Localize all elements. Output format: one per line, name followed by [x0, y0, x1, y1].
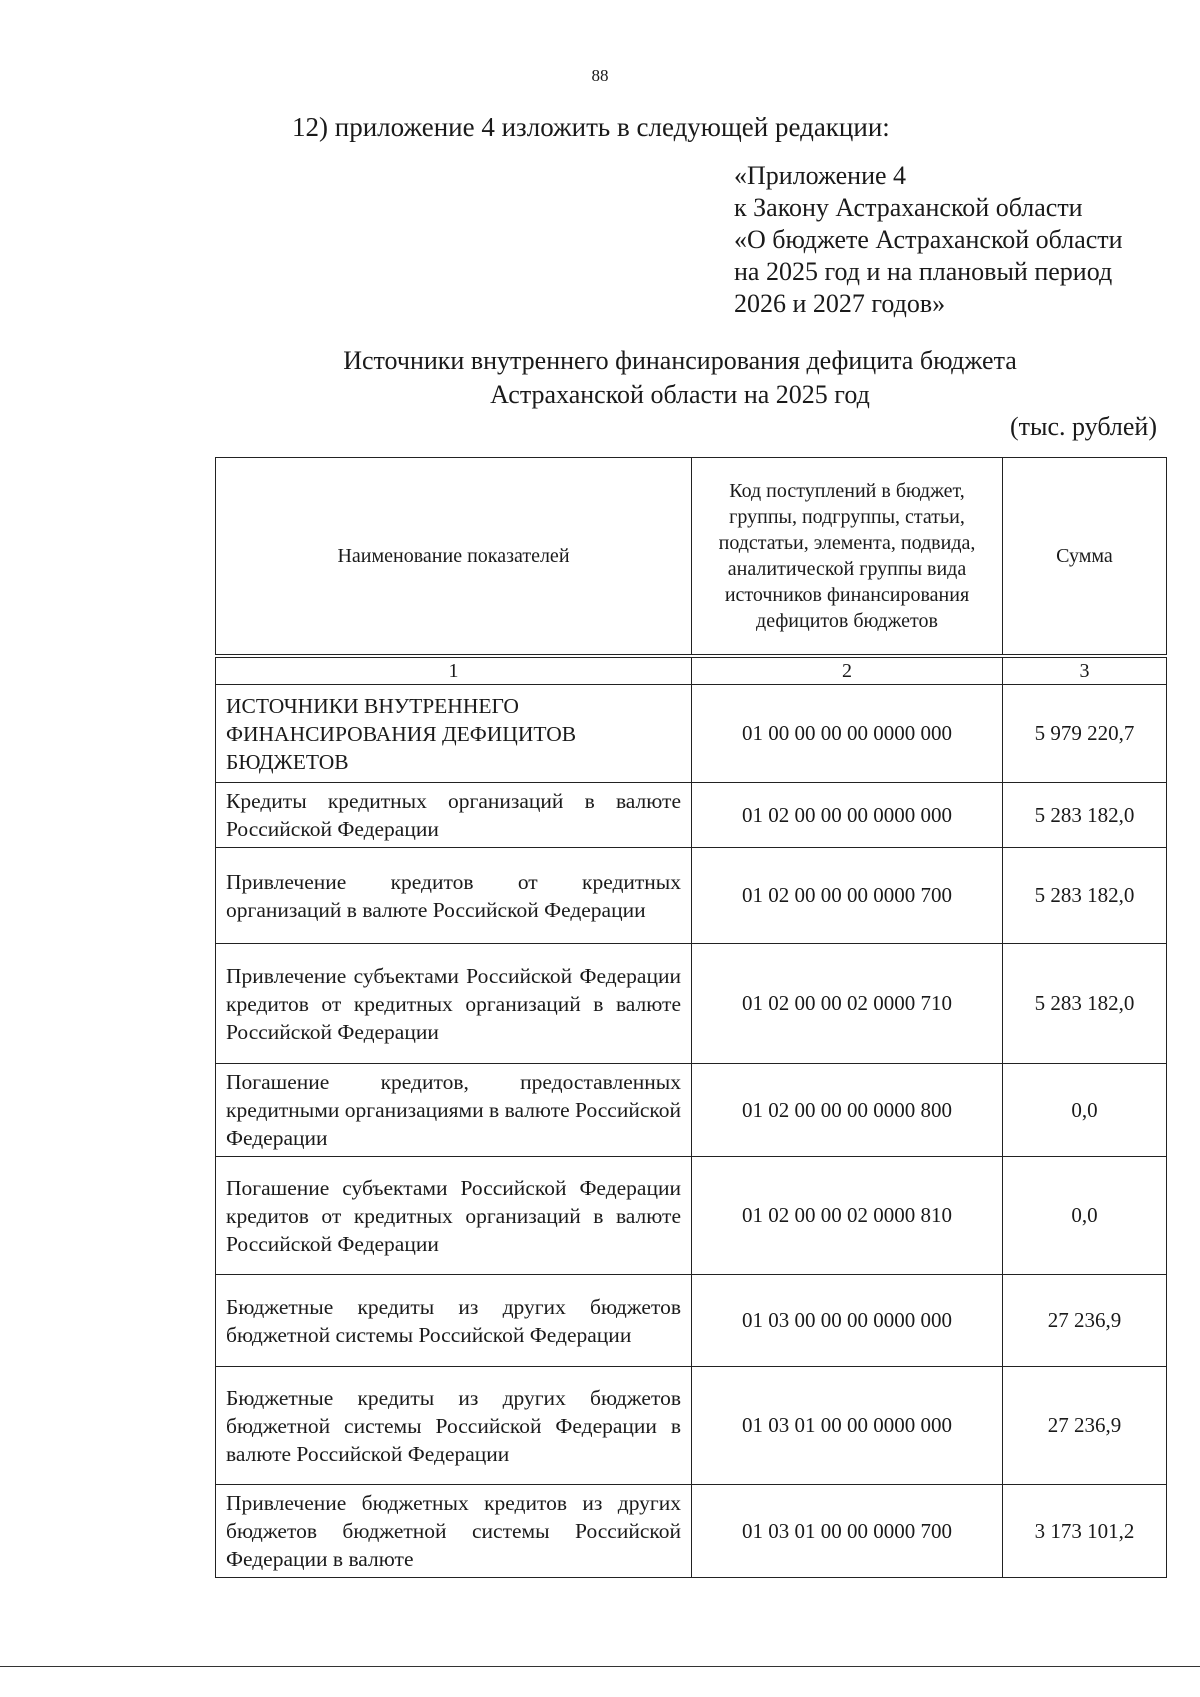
header-name: Наименование показателей: [216, 458, 692, 657]
row-name: Привлечение субъектами Российской Федерации кредитов от кредитных организаций в валюте Российской Федерации: [216, 944, 692, 1064]
document-title: [300, 344, 1060, 412]
page-number: 88: [591, 66, 609, 85]
appendix-line: к Закону Астраханской области: [734, 193, 1083, 222]
row-code: 01 03 01 00 00 0000 000: [692, 1367, 1003, 1485]
column-number: 2: [692, 656, 1003, 685]
row-sum: 0,0: [1003, 1157, 1167, 1275]
amendment-intro: 12) приложение 4 изложить в следующей редакции:: [292, 112, 890, 142]
row-name: Бюджетные кредиты из других бюджетов бюджетной системы Российской Федерации: [216, 1275, 692, 1367]
table-row: [216, 1157, 1167, 1275]
units-label: (тыс. рублей): [1009, 412, 1157, 441]
row-name: Погашение кредитов, предоставленных кредитными организациями в валюте Российской Федерации: [216, 1064, 692, 1157]
appendix-line: «Приложение 4: [734, 161, 907, 190]
table-header-row: [216, 458, 1167, 657]
header-code: Код поступлений в бюджет, группы, подгруппы, статьи, подстатьи, элемента, подвида, аналитической группы вида источников финансирования дефицитов бюджетов: [692, 458, 1003, 657]
column-number: 1: [216, 656, 692, 685]
header-sum: Сумма: [1003, 458, 1167, 657]
row-code: 01 03 00 00 00 0000 000: [692, 1275, 1003, 1367]
appendix-line: на 2025 год и на плановый период: [734, 257, 1113, 286]
row-name: Погашение субъектами Российской Федерации кредитов от кредитных организаций в валюте Российской Федерации: [216, 1157, 692, 1275]
financing-sources-table: [215, 457, 1167, 1578]
row-sum: 5 283 182,0: [1003, 944, 1167, 1064]
row-name: Бюджетные кредиты из других бюджетов бюджетной системы Российской Федерации в валюте Российской Федерации: [216, 1367, 692, 1485]
row-name: Кредиты кредитных организаций в валюте Российской Федерации: [216, 783, 692, 848]
table-row: [216, 783, 1167, 848]
appendix-line: 2026 и 2027 годов»: [734, 289, 946, 318]
row-name: ИСТОЧНИКИ ВНУТРЕННЕГО ФИНАНСИРОВАНИЯ ДЕФИЦИТОВ БЮДЖЕТОВ: [216, 685, 692, 783]
row-sum: 27 236,9: [1003, 1275, 1167, 1367]
table-row: [216, 1275, 1167, 1367]
page-bottom-rule: [0, 1666, 1200, 1667]
table-row: [216, 1485, 1167, 1578]
table-row: [216, 1367, 1167, 1485]
row-sum: 5 283 182,0: [1003, 848, 1167, 944]
title-line: Источники внутреннего финансирования дефицита бюджета: [343, 346, 1017, 375]
row-sum: 27 236,9: [1003, 1367, 1167, 1485]
table-row: [216, 944, 1167, 1064]
row-code: 01 03 01 00 00 0000 700: [692, 1485, 1003, 1578]
row-code: 01 02 00 00 00 0000 000: [692, 783, 1003, 848]
title-line: Астраханской области на 2025 год: [490, 380, 870, 409]
row-name: Привлечение кредитов от кредитных организаций в валюте Российской Федерации: [216, 848, 692, 944]
table-row: [216, 685, 1167, 783]
appendix-header: [734, 160, 1123, 320]
row-sum: 3 173 101,2: [1003, 1485, 1167, 1578]
column-number-row: [216, 656, 1167, 685]
table-row: [216, 1064, 1167, 1157]
row-sum: 5 283 182,0: [1003, 783, 1167, 848]
table-row: [216, 848, 1167, 944]
row-code: 01 02 00 00 00 0000 800: [692, 1064, 1003, 1157]
row-sum: 0,0: [1003, 1064, 1167, 1157]
appendix-line: «О бюджете Астраханской области: [734, 225, 1123, 254]
column-number: 3: [1003, 656, 1167, 685]
row-code: 01 02 00 00 00 0000 700: [692, 848, 1003, 944]
row-name: Привлечение бюджетных кредитов из других бюджетов бюджетной системы Российской Федерации в валюте: [216, 1485, 692, 1578]
row-sum: 5 979 220,7: [1003, 685, 1167, 783]
row-code: 01 02 00 00 02 0000 810: [692, 1157, 1003, 1275]
row-code: 01 00 00 00 00 0000 000: [692, 685, 1003, 783]
row-code: 01 02 00 00 02 0000 710: [692, 944, 1003, 1064]
